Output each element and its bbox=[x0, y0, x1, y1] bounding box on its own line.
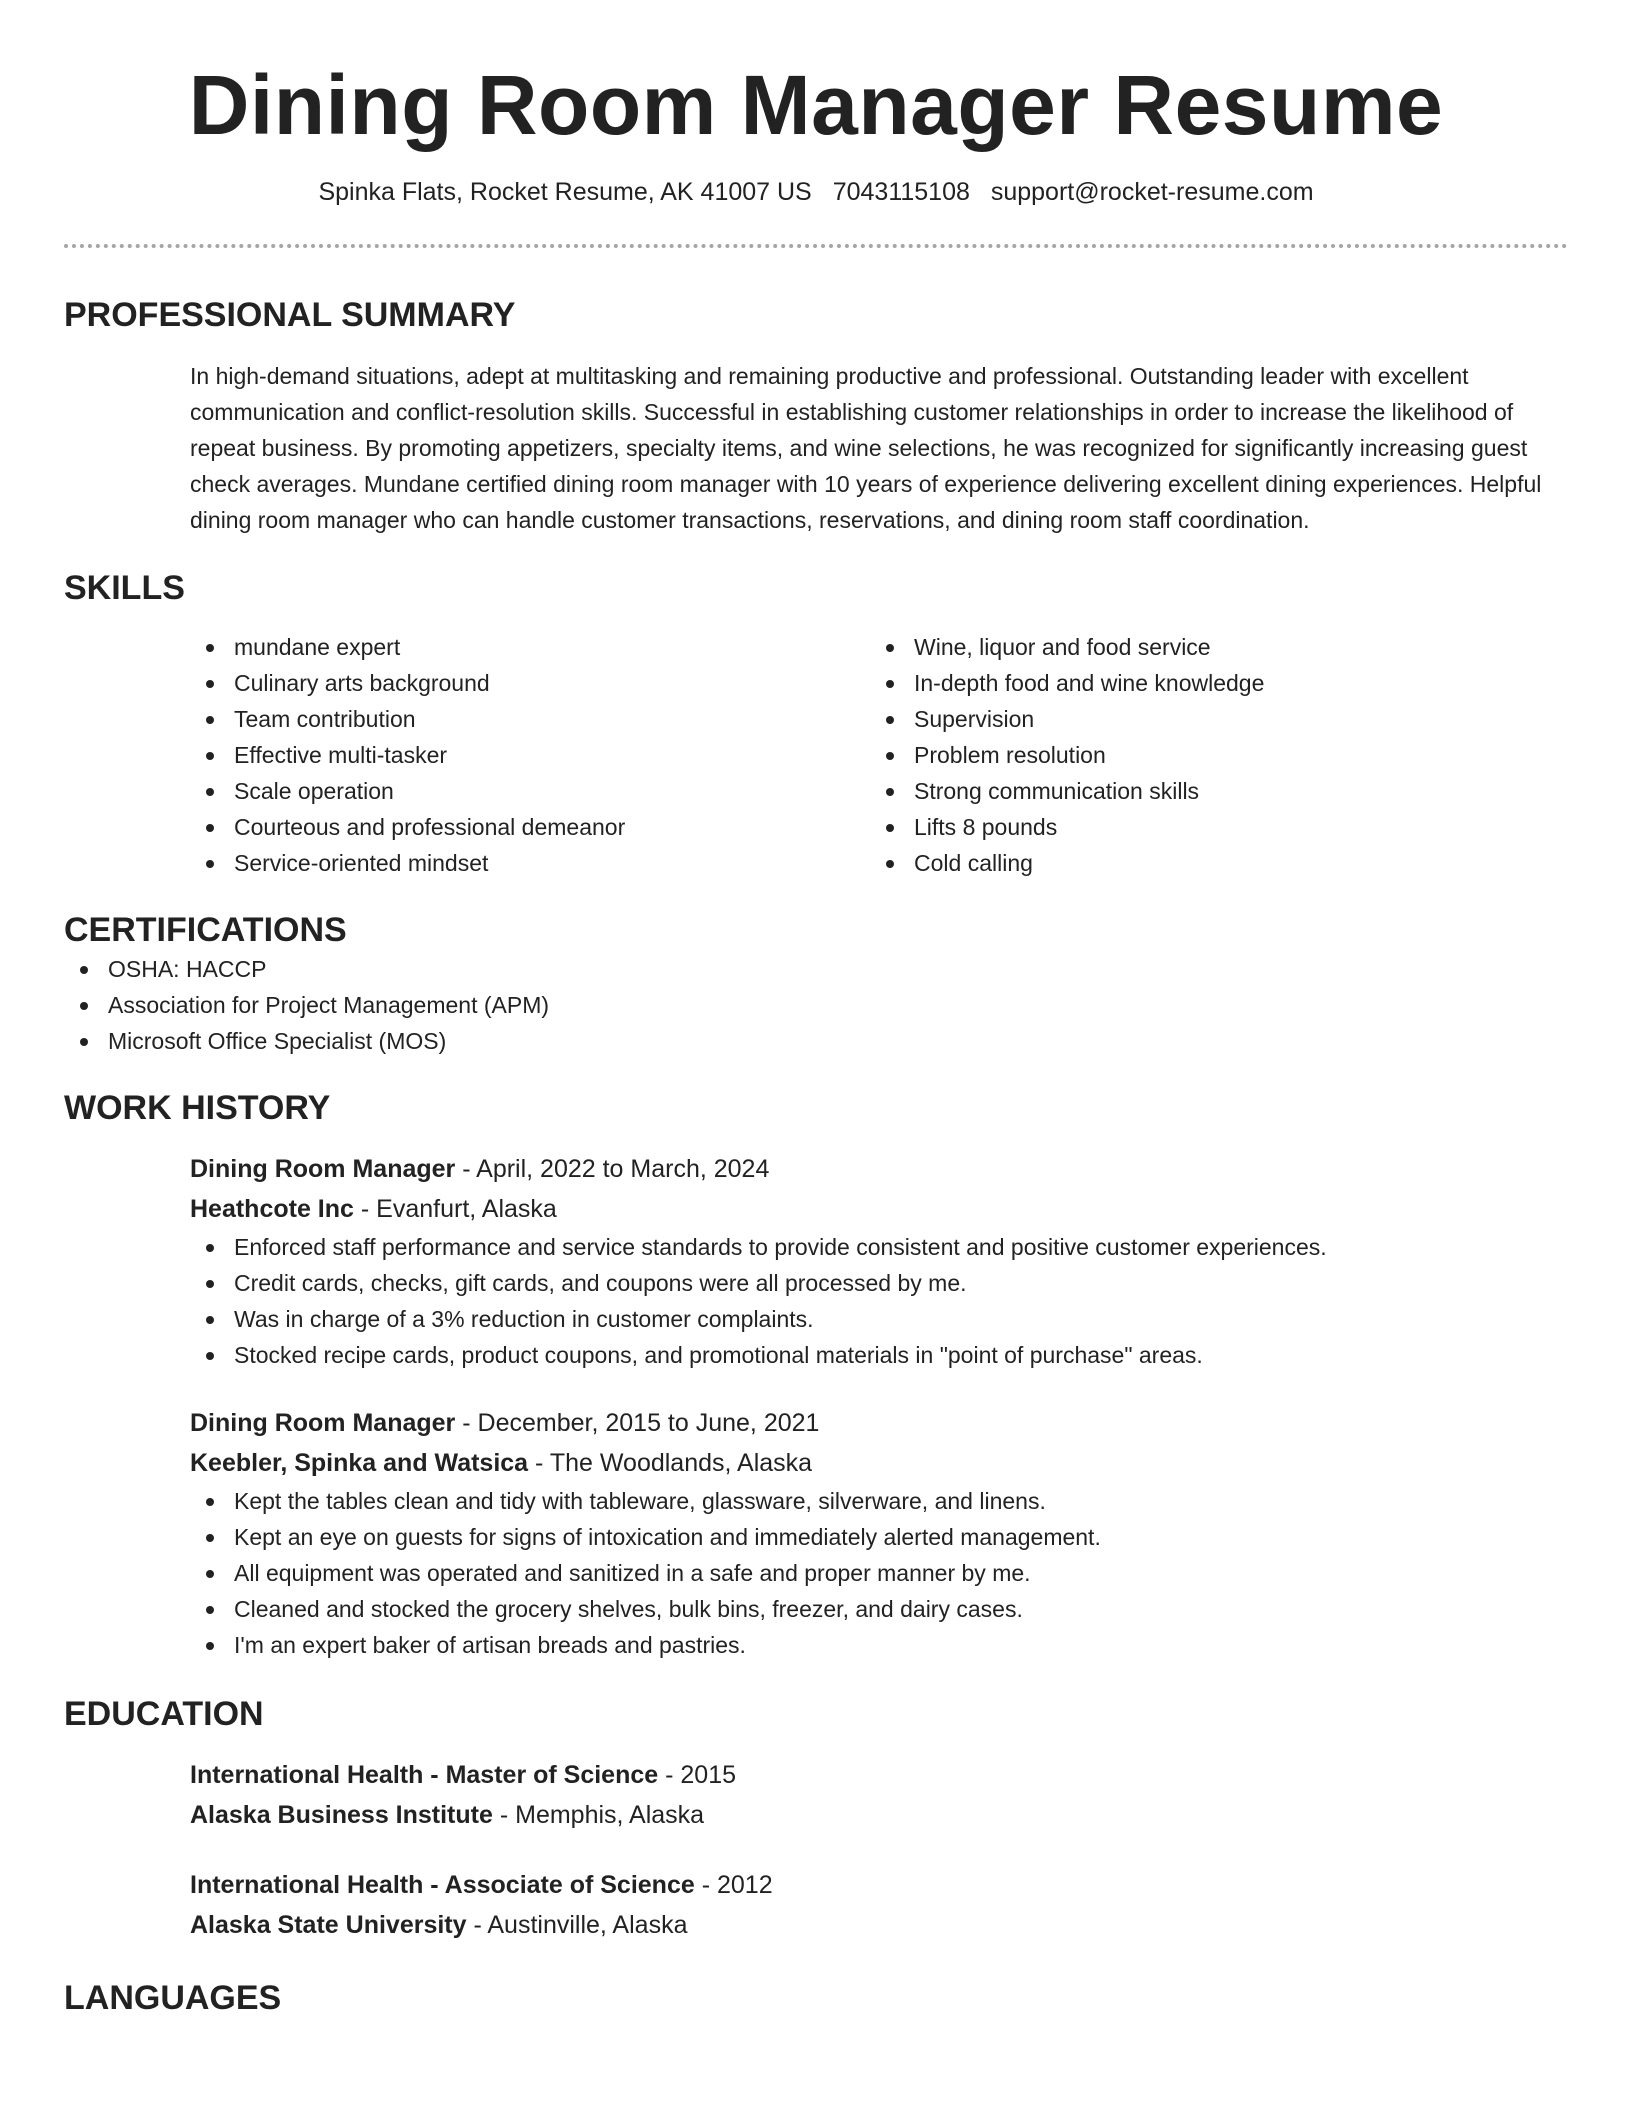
skill-item: In-depth food and wine knowledge bbox=[870, 665, 1550, 701]
job-duty: Kept the tables clean and tidy with tableware, glassware, silverware, and linens. bbox=[190, 1483, 1568, 1519]
job-duty: Credit cards, checks, gift cards, and coupons were all processed by me. bbox=[190, 1265, 1568, 1301]
school-line bbox=[190, 1905, 1568, 1945]
contact-phone: 7043115108 bbox=[832, 178, 970, 206]
skill-item: Strong communication skills bbox=[870, 773, 1550, 809]
job-entry bbox=[190, 1149, 1568, 1373]
school-name: Alaska Business Institute bbox=[190, 1801, 493, 1829]
job-duty: Cleaned and stocked the grocery shelves, bulk bins, freezer, and dairy cases. bbox=[190, 1591, 1568, 1627]
job-company-line bbox=[190, 1189, 1568, 1229]
job-title-line bbox=[190, 1403, 1568, 1443]
job-location: - Evanfurt, Alaska bbox=[360, 1195, 557, 1223]
skill-item: Problem resolution bbox=[870, 737, 1550, 773]
job-duty: I'm an expert baker of artisan breads and pastries. bbox=[190, 1627, 1568, 1663]
certifications-list bbox=[64, 951, 1568, 1059]
skills-grid bbox=[190, 629, 1568, 881]
summary-text: In high-demand situations, adept at multitasking and remaining productive and professional. Outstanding leader with excellent communication and conflict-resolution skills. Successful in establishing customer relationships in order to increase the likelihood of repeat business. By promoting appetizers, specialty items, and wine selections, he was recognized for significantly increasing guest check averages. Mundane certified dining room manager with 10 years of experience delivering excellent dining experiences. Helpful dining room manager who can handle customer transactions, reservations, and dining room staff coordination. bbox=[190, 363, 1542, 533]
job-duties-list bbox=[190, 1229, 1568, 1373]
skill-item: Wine, liquor and food service bbox=[870, 629, 1550, 665]
skill-item: Effective multi-tasker bbox=[190, 737, 870, 773]
skill-item: Courteous and professional demeanor bbox=[190, 809, 870, 845]
skills-list-right bbox=[870, 629, 1550, 881]
job-duty: Kept an eye on guests for signs of intoxication and immediately alerted management. bbox=[190, 1519, 1568, 1555]
contact-email: support@rocket-resume.com bbox=[990, 178, 1314, 206]
contact-address: Spinka Flats, Rocket Resume, AK 41007 US bbox=[318, 178, 812, 206]
skill-item: Culinary arts background bbox=[190, 665, 870, 701]
job-location: - The Woodlands, Alaska bbox=[535, 1449, 813, 1477]
skill-item: Lifts 8 pounds bbox=[870, 809, 1550, 845]
job-duty: Enforced staff performance and service standards to provide consistent and positive customer experiences. bbox=[190, 1229, 1568, 1265]
degree-year: - 2015 bbox=[665, 1761, 737, 1789]
job-dates: - December, 2015 to June, 2021 bbox=[462, 1409, 820, 1437]
skills-heading: SKILLS bbox=[64, 569, 185, 607]
skills-column-right bbox=[870, 629, 1550, 881]
skill-item: Scale operation bbox=[190, 773, 870, 809]
degree-name: International Health - Associate of Science bbox=[190, 1871, 695, 1899]
contact-line bbox=[64, 175, 1568, 209]
school-line bbox=[190, 1795, 1568, 1835]
job-duty: All equipment was operated and sanitized in a safe and proper manner by me. bbox=[190, 1555, 1568, 1591]
job-entry bbox=[190, 1403, 1568, 1663]
certification-item: Association for Project Management (APM) bbox=[64, 987, 1568, 1023]
skill-item: mundane expert bbox=[190, 629, 870, 665]
header-divider bbox=[64, 244, 1568, 248]
job-company: Heathcote Inc bbox=[190, 1195, 354, 1223]
job-title: Dining Room Manager bbox=[190, 1155, 456, 1183]
job-duties-list bbox=[190, 1483, 1568, 1663]
summary-heading: PROFESSIONAL SUMMARY bbox=[64, 296, 516, 334]
certification-item: OSHA: HACCP bbox=[64, 951, 1568, 987]
school-name: Alaska State University bbox=[190, 1911, 467, 1939]
degree-line bbox=[190, 1865, 1568, 1905]
job-dates: - April, 2022 to March, 2024 bbox=[462, 1155, 770, 1183]
skill-item: Supervision bbox=[870, 701, 1550, 737]
degree-year: - 2012 bbox=[701, 1871, 773, 1899]
work-history-heading: WORK HISTORY bbox=[64, 1089, 331, 1127]
school-location: - Austinville, Alaska bbox=[473, 1911, 688, 1939]
education-entry bbox=[190, 1755, 1568, 1835]
skill-item: Team contribution bbox=[190, 701, 870, 737]
job-duty: Stocked recipe cards, product coupons, and promotional materials in "point of purchase" areas. bbox=[190, 1337, 1568, 1373]
education-entry bbox=[190, 1865, 1568, 1945]
job-title-line bbox=[190, 1149, 1568, 1189]
languages-heading: LANGUAGES bbox=[64, 1979, 282, 2017]
job-company: Keebler, Spinka and Watsica bbox=[190, 1449, 529, 1477]
degree-line bbox=[190, 1755, 1568, 1795]
degree-name: International Health - Master of Science bbox=[190, 1761, 659, 1789]
education-heading: EDUCATION bbox=[64, 1695, 264, 1733]
job-duty: Was in charge of a 3% reduction in customer complaints. bbox=[190, 1301, 1568, 1337]
skills-column-left bbox=[190, 629, 870, 881]
job-title: Dining Room Manager bbox=[190, 1409, 456, 1437]
job-company-line bbox=[190, 1443, 1568, 1483]
resume-page bbox=[64, 0, 1568, 2019]
resume-title: Dining Room Manager Resume bbox=[188, 58, 1444, 152]
certifications-heading: CERTIFICATIONS bbox=[64, 911, 347, 949]
skill-item: Service-oriented mindset bbox=[190, 845, 870, 881]
skills-list-left bbox=[190, 629, 870, 881]
skill-item: Cold calling bbox=[870, 845, 1550, 881]
school-location: - Memphis, Alaska bbox=[499, 1801, 705, 1829]
certification-item: Microsoft Office Specialist (MOS) bbox=[64, 1023, 1568, 1059]
